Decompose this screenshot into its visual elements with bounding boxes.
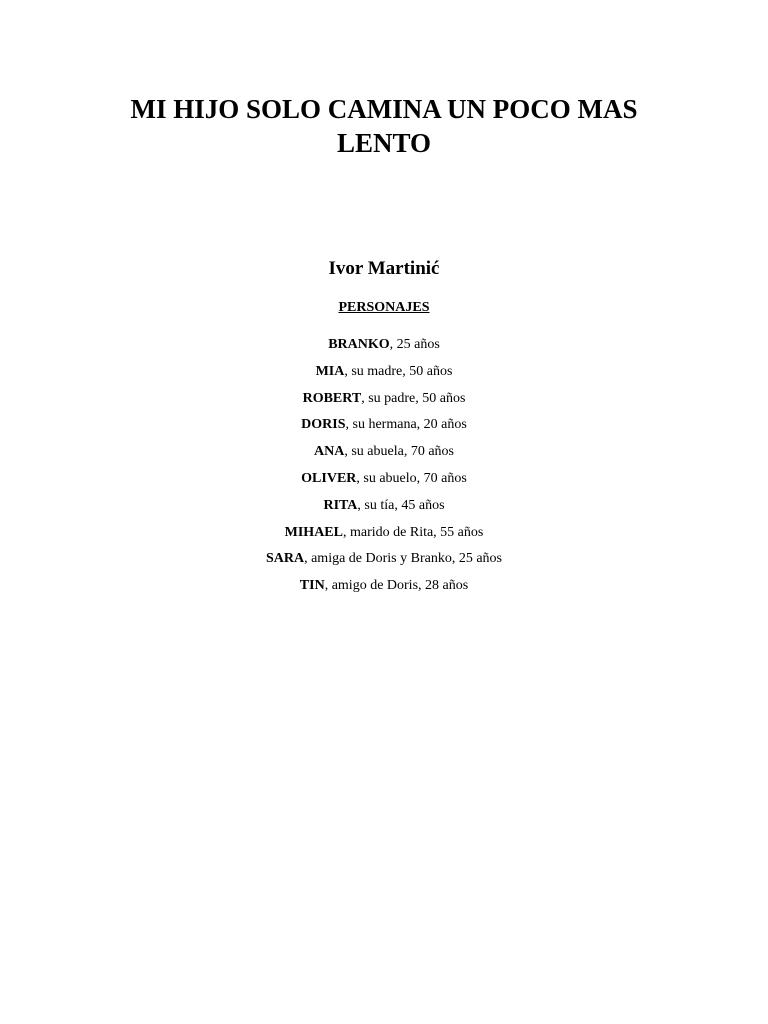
character-entry — [0, 493, 768, 520]
character-entry — [0, 546, 768, 573]
character-description: , su hermana, 20 años — [345, 417, 467, 433]
character-name: MIHAEL — [284, 524, 343, 540]
character-description: , su madre, 50 años — [344, 363, 453, 379]
character-entry — [0, 386, 768, 413]
character-description: , amiga de Doris y Branko, 25 años — [304, 551, 503, 567]
character-entry — [0, 412, 768, 439]
character-name: RITA — [323, 497, 358, 513]
document-title — [84, 92, 684, 160]
character-name: BRANKO — [328, 337, 390, 352]
character-description: , amigo de Doris, 28 años — [324, 578, 469, 594]
character-list — [0, 332, 768, 600]
characters-heading: PERSONAJES — [338, 300, 430, 315]
character-entry — [0, 439, 768, 466]
title-line-2: LENTO — [336, 128, 432, 158]
character-description: , marido de Rita, 55 años — [342, 524, 484, 540]
character-description: , su tía, 45 años — [357, 497, 445, 513]
character-name: SARA — [265, 551, 305, 567]
character-entry — [0, 573, 768, 600]
character-description: , su abuelo, 70 años — [356, 470, 467, 486]
character-description: , su abuela, 70 años — [344, 444, 454, 460]
character-name: ROBERT — [302, 390, 362, 406]
character-entry — [0, 466, 768, 493]
character-name: TIN — [299, 578, 325, 594]
character-description: , su padre, 50 años — [361, 390, 466, 406]
character-name: OLIVER — [301, 470, 357, 486]
character-name: DORIS — [301, 417, 346, 433]
character-entry — [0, 520, 768, 547]
character-entry — [0, 332, 768, 359]
character-entry — [0, 359, 768, 386]
character-name: MIA — [315, 363, 345, 379]
title-line-1: MI HIJO SOLO CAMINA UN POCO MAS — [130, 94, 638, 124]
author-name: Ivor Martinić — [328, 258, 440, 279]
character-name: ANA — [314, 444, 345, 460]
character-description: , 25 años — [389, 337, 440, 352]
